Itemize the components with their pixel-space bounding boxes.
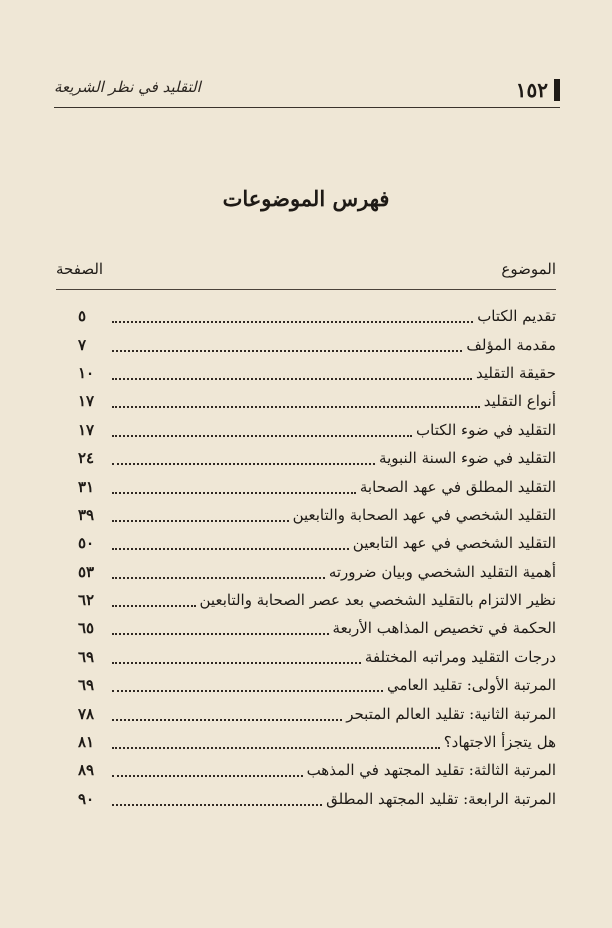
dot-leader xyxy=(112,463,375,465)
toc-column-headers xyxy=(56,260,556,282)
toc-entry[interactable] xyxy=(78,558,556,586)
toc-entry[interactable] xyxy=(78,614,556,642)
dot-leader xyxy=(112,321,473,323)
dot-leader xyxy=(112,804,322,806)
toc-entry-title: أنواع التقليد xyxy=(483,392,556,411)
toc-entry-page: ٦٩ xyxy=(78,676,95,695)
toc-entry[interactable] xyxy=(78,472,556,500)
toc-entry-title: التقليد في ضوء السنة النبوية xyxy=(379,449,556,468)
toc-entry-title: المرتبة الأولى: تقليد العامي xyxy=(386,676,556,695)
toc-entry-title: المرتبة الثالثة: تقليد المجتهد في المذهب xyxy=(306,761,556,780)
toc-entry-page: ٩٠ xyxy=(78,789,95,808)
toc-entry-page: ٥٣ xyxy=(78,562,95,581)
toc-entry-page: ٢٤ xyxy=(78,449,95,468)
column-header-rule xyxy=(56,289,556,290)
toc-entry[interactable] xyxy=(78,728,556,756)
column-header-page: الصفحة xyxy=(56,260,104,278)
toc-entry-title: هل يتجزأ الاجتهاد؟ xyxy=(443,733,556,752)
toc-entry[interactable] xyxy=(78,699,556,727)
dot-leader xyxy=(112,633,329,635)
toc-entry-title: التقليد الشخصي في عهد التابعين xyxy=(352,534,556,553)
column-header-topic: الموضوع xyxy=(501,260,556,278)
dot-leader xyxy=(112,605,196,607)
toc-entry[interactable] xyxy=(78,387,556,415)
toc-entry-title: درجات التقليد ومراتبه المختلفة xyxy=(364,647,556,666)
running-header xyxy=(54,78,560,104)
toc-entry[interactable] xyxy=(78,330,556,358)
toc-entry-title: نظير الالتزام بالتقليد الشخصي بعد عصر الصحابة والتابعين xyxy=(199,591,556,610)
toc-entry-title: أهمية التقليد الشخصي وبيان ضرورته xyxy=(328,562,556,581)
toc-entry[interactable] xyxy=(78,501,556,529)
toc-entry-page: ٣٩ xyxy=(78,505,95,524)
dot-leader xyxy=(112,662,361,664)
toc-entry[interactable] xyxy=(78,785,556,813)
dot-leader xyxy=(112,492,356,494)
toc-entry-title: المرتبة الثانية: تقليد العالم المتبحر xyxy=(346,704,556,723)
header-page-number: ١٥٢ xyxy=(515,78,548,102)
header-rule xyxy=(54,107,560,108)
header-book-title: التقليد في نظر الشريعة xyxy=(54,78,201,96)
dot-leader xyxy=(112,719,342,721)
dot-leader xyxy=(112,747,440,749)
toc-entry-page: ١٧ xyxy=(78,420,95,439)
dot-leader xyxy=(112,406,480,408)
toc-entry[interactable] xyxy=(78,643,556,671)
toc-entry-page: ٨١ xyxy=(78,733,95,752)
toc-entry[interactable] xyxy=(78,756,556,784)
toc-entry-page: ٨٩ xyxy=(78,761,95,780)
toc-entry-page: ٣١ xyxy=(78,477,95,496)
toc-entry-title: المرتبة الرابعة: تقليد المجتهد المطلق xyxy=(326,789,556,808)
dot-leader xyxy=(112,690,383,692)
toc-entry[interactable] xyxy=(78,671,556,699)
dot-leader xyxy=(112,775,303,777)
toc-entry[interactable] xyxy=(78,444,556,472)
toc-entry-page: ١٠ xyxy=(78,363,95,382)
toc-entry-page: ٦٥ xyxy=(78,619,95,638)
toc-entry-page: ٧٨ xyxy=(78,704,95,723)
dot-leader xyxy=(112,577,325,579)
toc-title: فهرس الموضوعات xyxy=(222,186,390,211)
toc-entry-title: تقديم الكتاب xyxy=(477,307,556,326)
dot-leader xyxy=(112,378,472,380)
toc-entry[interactable] xyxy=(78,586,556,614)
header-page-block xyxy=(516,78,560,102)
dot-leader xyxy=(112,350,462,352)
toc-entry-title: التقليد في ضوء الكتاب xyxy=(416,420,556,439)
toc-entry-title: التقليد المطلق في عهد الصحابة xyxy=(359,477,556,496)
toc-entry-title: مقدمة المؤلف xyxy=(466,335,556,354)
toc-entry[interactable] xyxy=(78,302,556,330)
header-bar xyxy=(554,79,560,101)
toc-entry-page: ٥٠ xyxy=(78,534,95,553)
toc-entry-page: ٦٩ xyxy=(78,647,95,666)
toc-entry-title: التقليد الشخصي في عهد الصحابة والتابعين xyxy=(292,505,556,524)
toc-list xyxy=(78,302,556,813)
dot-leader xyxy=(112,435,412,437)
toc-entry[interactable] xyxy=(78,416,556,444)
dot-leader xyxy=(112,548,349,550)
toc-entry-page: ٥ xyxy=(78,307,87,326)
toc-entry-page: ٦٢ xyxy=(78,591,95,610)
toc-entry[interactable] xyxy=(78,359,556,387)
toc-entry-title: حقيقة التقليد xyxy=(475,363,556,382)
toc-entry[interactable] xyxy=(78,529,556,557)
toc-entry-title: الحكمة في تخصيص المذاهب الأربعة xyxy=(332,619,556,638)
dot-leader xyxy=(112,520,289,522)
toc-entry-page: ٧ xyxy=(78,335,87,354)
toc-entry-page: ١٧ xyxy=(78,392,95,411)
